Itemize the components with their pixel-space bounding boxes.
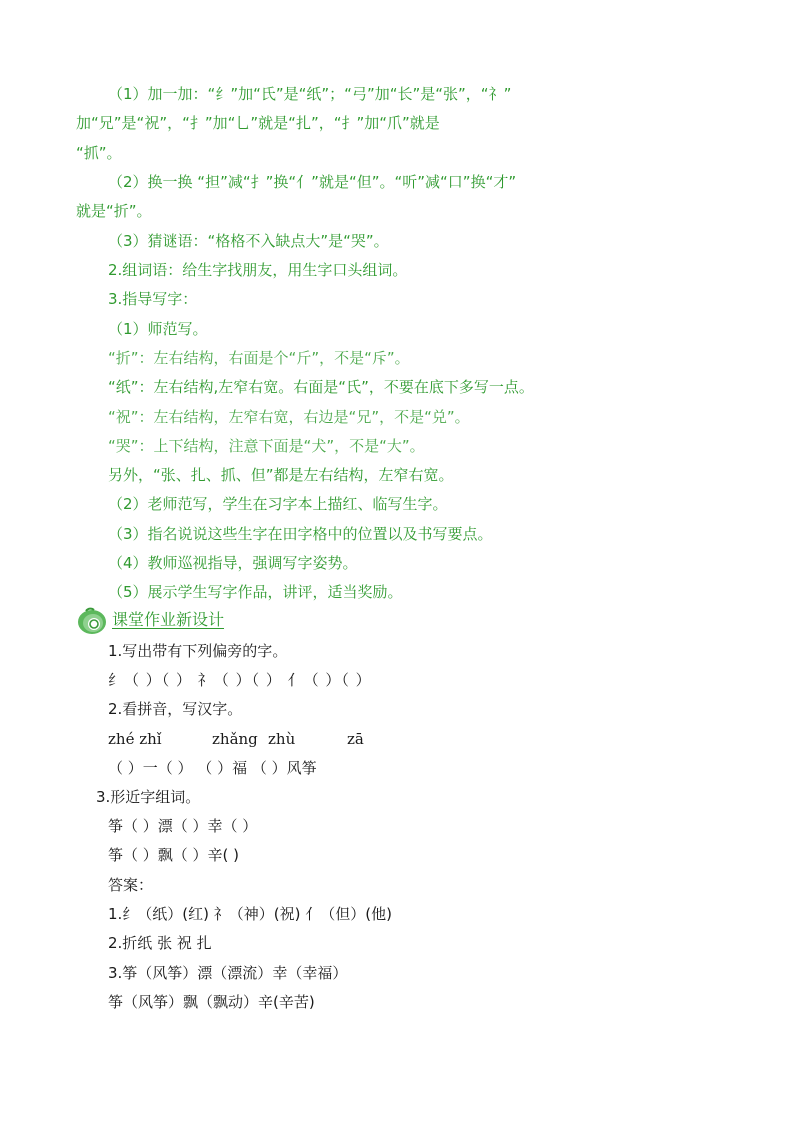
structure-note: 另外，“张、扎、抓、但”都是左右结构，左窄右宽。 (108, 466, 454, 484)
step-4-line: （4）教师巡视指导，强调写字姿势。 (108, 554, 358, 572)
char-note-ku: “哭”：上下结构，注意下面是“犬”，不是“大”。 (108, 437, 425, 455)
char-note-zhi: “纸”：左右结构,左窄右宽。右面是“氏”，不要在底下多写一点。 (108, 378, 534, 396)
section-title-text: 课堂作业新设计 (112, 610, 225, 629)
question-3-row-1: 筝（ ）漂（ ）幸（ ） (108, 817, 258, 835)
teacher-demo-heading: （1）师范写。 (108, 320, 208, 338)
pinyin-za: zā (347, 730, 364, 748)
writing-guide-heading: 3.指导写字： (108, 290, 198, 308)
step-3-line: （3）指名说说这些生字在田字格中的位置以及书写要点。 (108, 525, 493, 543)
answer-2: 2.折纸 张 祝 扎 (108, 934, 212, 952)
answer-3: 3.筝（风筝）漂（漂流）幸（幸福） (108, 964, 348, 982)
answer-1: 1.纟（纸）(红) 礻（神）(祝) 亻（但）(他) (108, 905, 392, 923)
question-3-row-2: 筝（ ）飘（ ）辛( ) (108, 846, 240, 864)
swap-method-line-1: （2）换一换 “担”减“扌”换“亻”就是“但”。“听”减“口”换“才” (108, 173, 517, 191)
char-note-zhe: “折”：左右结构，右面是个“斤”，不是“斥”。 (108, 349, 410, 367)
question-2: 2.看拼音，写汉字。 (108, 700, 243, 718)
question-1-blanks: 纟（ ）（ ） 礻（ ）（ ） 亻（ ）（ ） (108, 671, 372, 689)
char-note-zhu: “祝”：左右结构，左窄右宽，右边是“兄”，不是“兑”。 (108, 408, 470, 426)
question-3: 3.形近字组词。 (96, 788, 201, 806)
add-method-line-3: “抓”。 (76, 144, 122, 162)
answer-4: 筝（风筝）飘（飘动）辛(辛苦) (108, 993, 315, 1011)
add-method-line-1: （1）加一加：“纟”加“氏”是“纸”；“弓”加“长”是“张”，“礻” (108, 85, 512, 103)
answer-label: 答案： (108, 876, 154, 894)
green-leaf-logo-icon (76, 607, 108, 635)
pinyin-zhu: zhù (268, 730, 296, 748)
pinyin-zhezhi: zhé zhǐ (108, 730, 162, 748)
step-2-line: （2）老师范写，学生在习字本上描红、临写生字。 (108, 495, 448, 513)
question-2-blanks: （ ）一（ ） （ ）福 （ ）风筝 (108, 759, 317, 777)
riddle-line: （3）猜谜语：“格格不入缺点大”是“哭”。 (108, 232, 389, 250)
step-5-line: （5）展示学生写字作品，讲评，适当奖励。 (108, 583, 403, 601)
word-group-line: 2.组词语：给生字找朋友，用生字口头组词。 (108, 261, 408, 279)
swap-method-line-2: 就是“折”。 (76, 202, 152, 220)
question-1: 1.写出带有下列偏旁的字。 (108, 642, 288, 660)
pinyin-zhang: zhǎng (212, 730, 258, 748)
add-method-line-2: 加“兄”是“祝”，“扌”加“乚”就是“扎”，“扌”加“爪”就是 (76, 114, 440, 132)
